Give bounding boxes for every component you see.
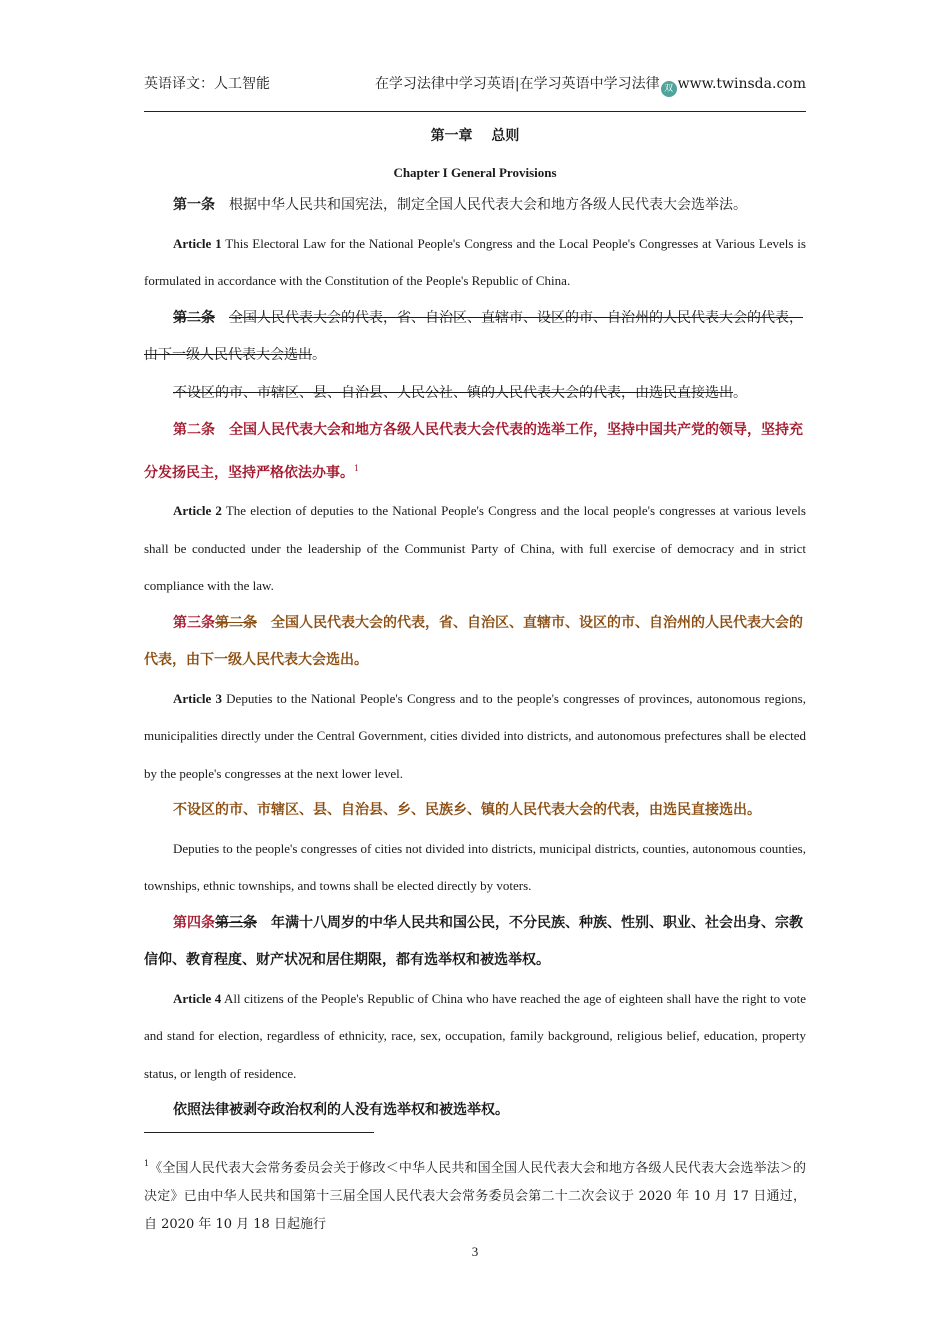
article-1-en-text: This Electoral Law for the National People's Congress and the Local People's Congresses at Various Levels is formulated in accordance with the Constitution of the People's Republic of China. [144, 235, 806, 288]
document-body [144, 122, 806, 1130]
article-4-cn-p2: 依照法律被剥夺政治权利的人没有选举权和被选举权。 [173, 1102, 509, 1118]
footnote [144, 1150, 806, 1239]
article-1-cn [144, 187, 806, 225]
page-number: 3 [471, 1244, 479, 1259]
article-3-new-label: 第三条 [173, 614, 215, 631]
article-2-cn-label: 第二条 [173, 422, 215, 438]
footnote-ref[interactable]: 1 [354, 463, 360, 473]
article-3-cn-text: 全国人民代表大会的代表，省、自治区、直辖市、设区的市、自治州的人民代表大会的代表，由下一级人民代表大会选出。 [144, 614, 803, 668]
article-2-en-label: Article 2 [173, 503, 222, 518]
deleted-article-2-label: 第二条 [173, 309, 215, 326]
footnote-marker: 1 [144, 1159, 150, 1168]
article-3-cn [144, 605, 806, 680]
article-2-en [144, 492, 806, 605]
article-2-cn-text: 全国人民代表大会和地方各级人民代表大会代表的选举工作，坚持中国共产党的领导，坚持充分发扬民主，坚持严格依法办事。 [144, 422, 803, 481]
article-4-en-label: Article 4 [173, 990, 222, 1006]
header-slogan-text: 在学习法律中学习英语|在学习英语中学习法律 [374, 76, 660, 92]
article-3-en-label: Article 3 [173, 690, 222, 706]
article-2-cn [144, 412, 806, 492]
article-3-en [144, 680, 806, 793]
footnote-text: 《全国人民代表大会常务委员会关于修改＜中华人民共和国全国人民代表大会和地方各级人民代表大会选举法＞的决定》已由中华人民共和国第十三届全国人民代表大会常务委员会第二十二次会议于 2020 年 10 月 17 日通过，自 2020 年 10 月 18 日起施行 [144, 1161, 806, 1232]
article-4-cn-text: 年满十八周岁的中华人民共和国公民，不分民族、种族、性别、职业、社会出身、宗教信仰、教育程度、财产状况和居住期限，都有选举权和被选举权。 [144, 914, 803, 968]
deleted-article-2-p2 [144, 375, 806, 413]
deleted-article-2-text: 全国人民代表大会的代表，省、自治区、直辖市、设区的市、自治州的人民代表大会的代表，由下一级人民代表大会选出 [144, 309, 803, 363]
article-4-new-label: 第四条 [173, 914, 215, 931]
article-1-en [144, 225, 806, 300]
article-3-en-text: Deputies to the National People's Congress and to the people's congresses of provinces, autonomous regions, municipalities directly under the Central Government, cities divided into districts, and autonomous prefectures shall be elected by the people's congresses at the next lower level. [144, 690, 806, 781]
deleted-article-2-cn [144, 300, 806, 375]
site-logo-icon: 双 [661, 81, 677, 97]
article-3-old-label: 第二条 [215, 614, 257, 631]
deleted-article-2-p2-text: 不设区的市、市辖区、县、自治县、人民公社、镇的人民代表大会的代表，由选民直接选出 [173, 384, 733, 401]
deleted-article-2-p2-end: 。 [733, 384, 747, 401]
article-4-en-text: All citizens of the People's Republic of China who have reached the age of eighteen shall have the right to vote and stand for election, regardless of ethnicity, race, sex, occupation, family background, religious belief, education, property status, or length of residence. [144, 990, 806, 1081]
article-4-old-label: 第三条 [215, 914, 257, 931]
header-slogan [375, 73, 806, 97]
footnote-divider [144, 1132, 374, 1133]
deleted-article-2-end: 。 [312, 347, 326, 363]
article-3-cn-p2: 不设区的市、市辖区、县、自治县、乡、民族乡、镇的人民代表大会的代表，由选民直接选出。 [173, 802, 761, 818]
article-2-en-text: The election of deputies to the National People's Congress and the local people's congresses at various levels shall be conducted under the leadership of the Communist Party of China, with full exercise of democracy and in strict compliance with the law. [144, 503, 806, 593]
article-3-en-p2: Deputies to the people's congresses of cities not divided into districts, municipal districts, counties, autonomous counties, townships, ethnic townships, and towns shall be elected directly by voters. [144, 840, 806, 893]
chapter-title-en: Chapter I General Provisions [393, 165, 557, 180]
header-divider [144, 111, 806, 112]
website-link[interactable]: www.twinsda.com [677, 76, 806, 92]
article-1-cn-text: 根据中华人民共和国宪法，制定全国人民代表大会和地方各级人民代表大会选举法。 [229, 197, 747, 213]
article-1-cn-label: 第一条 [173, 197, 215, 213]
article-1-en-label: Article 1 [173, 235, 222, 251]
chapter-title-cn: 第一章 总则 [430, 128, 520, 144]
header-title: 英语译文：人工智能 [144, 76, 270, 92]
article-4-cn [144, 905, 806, 980]
article-4-en [144, 980, 806, 1093]
